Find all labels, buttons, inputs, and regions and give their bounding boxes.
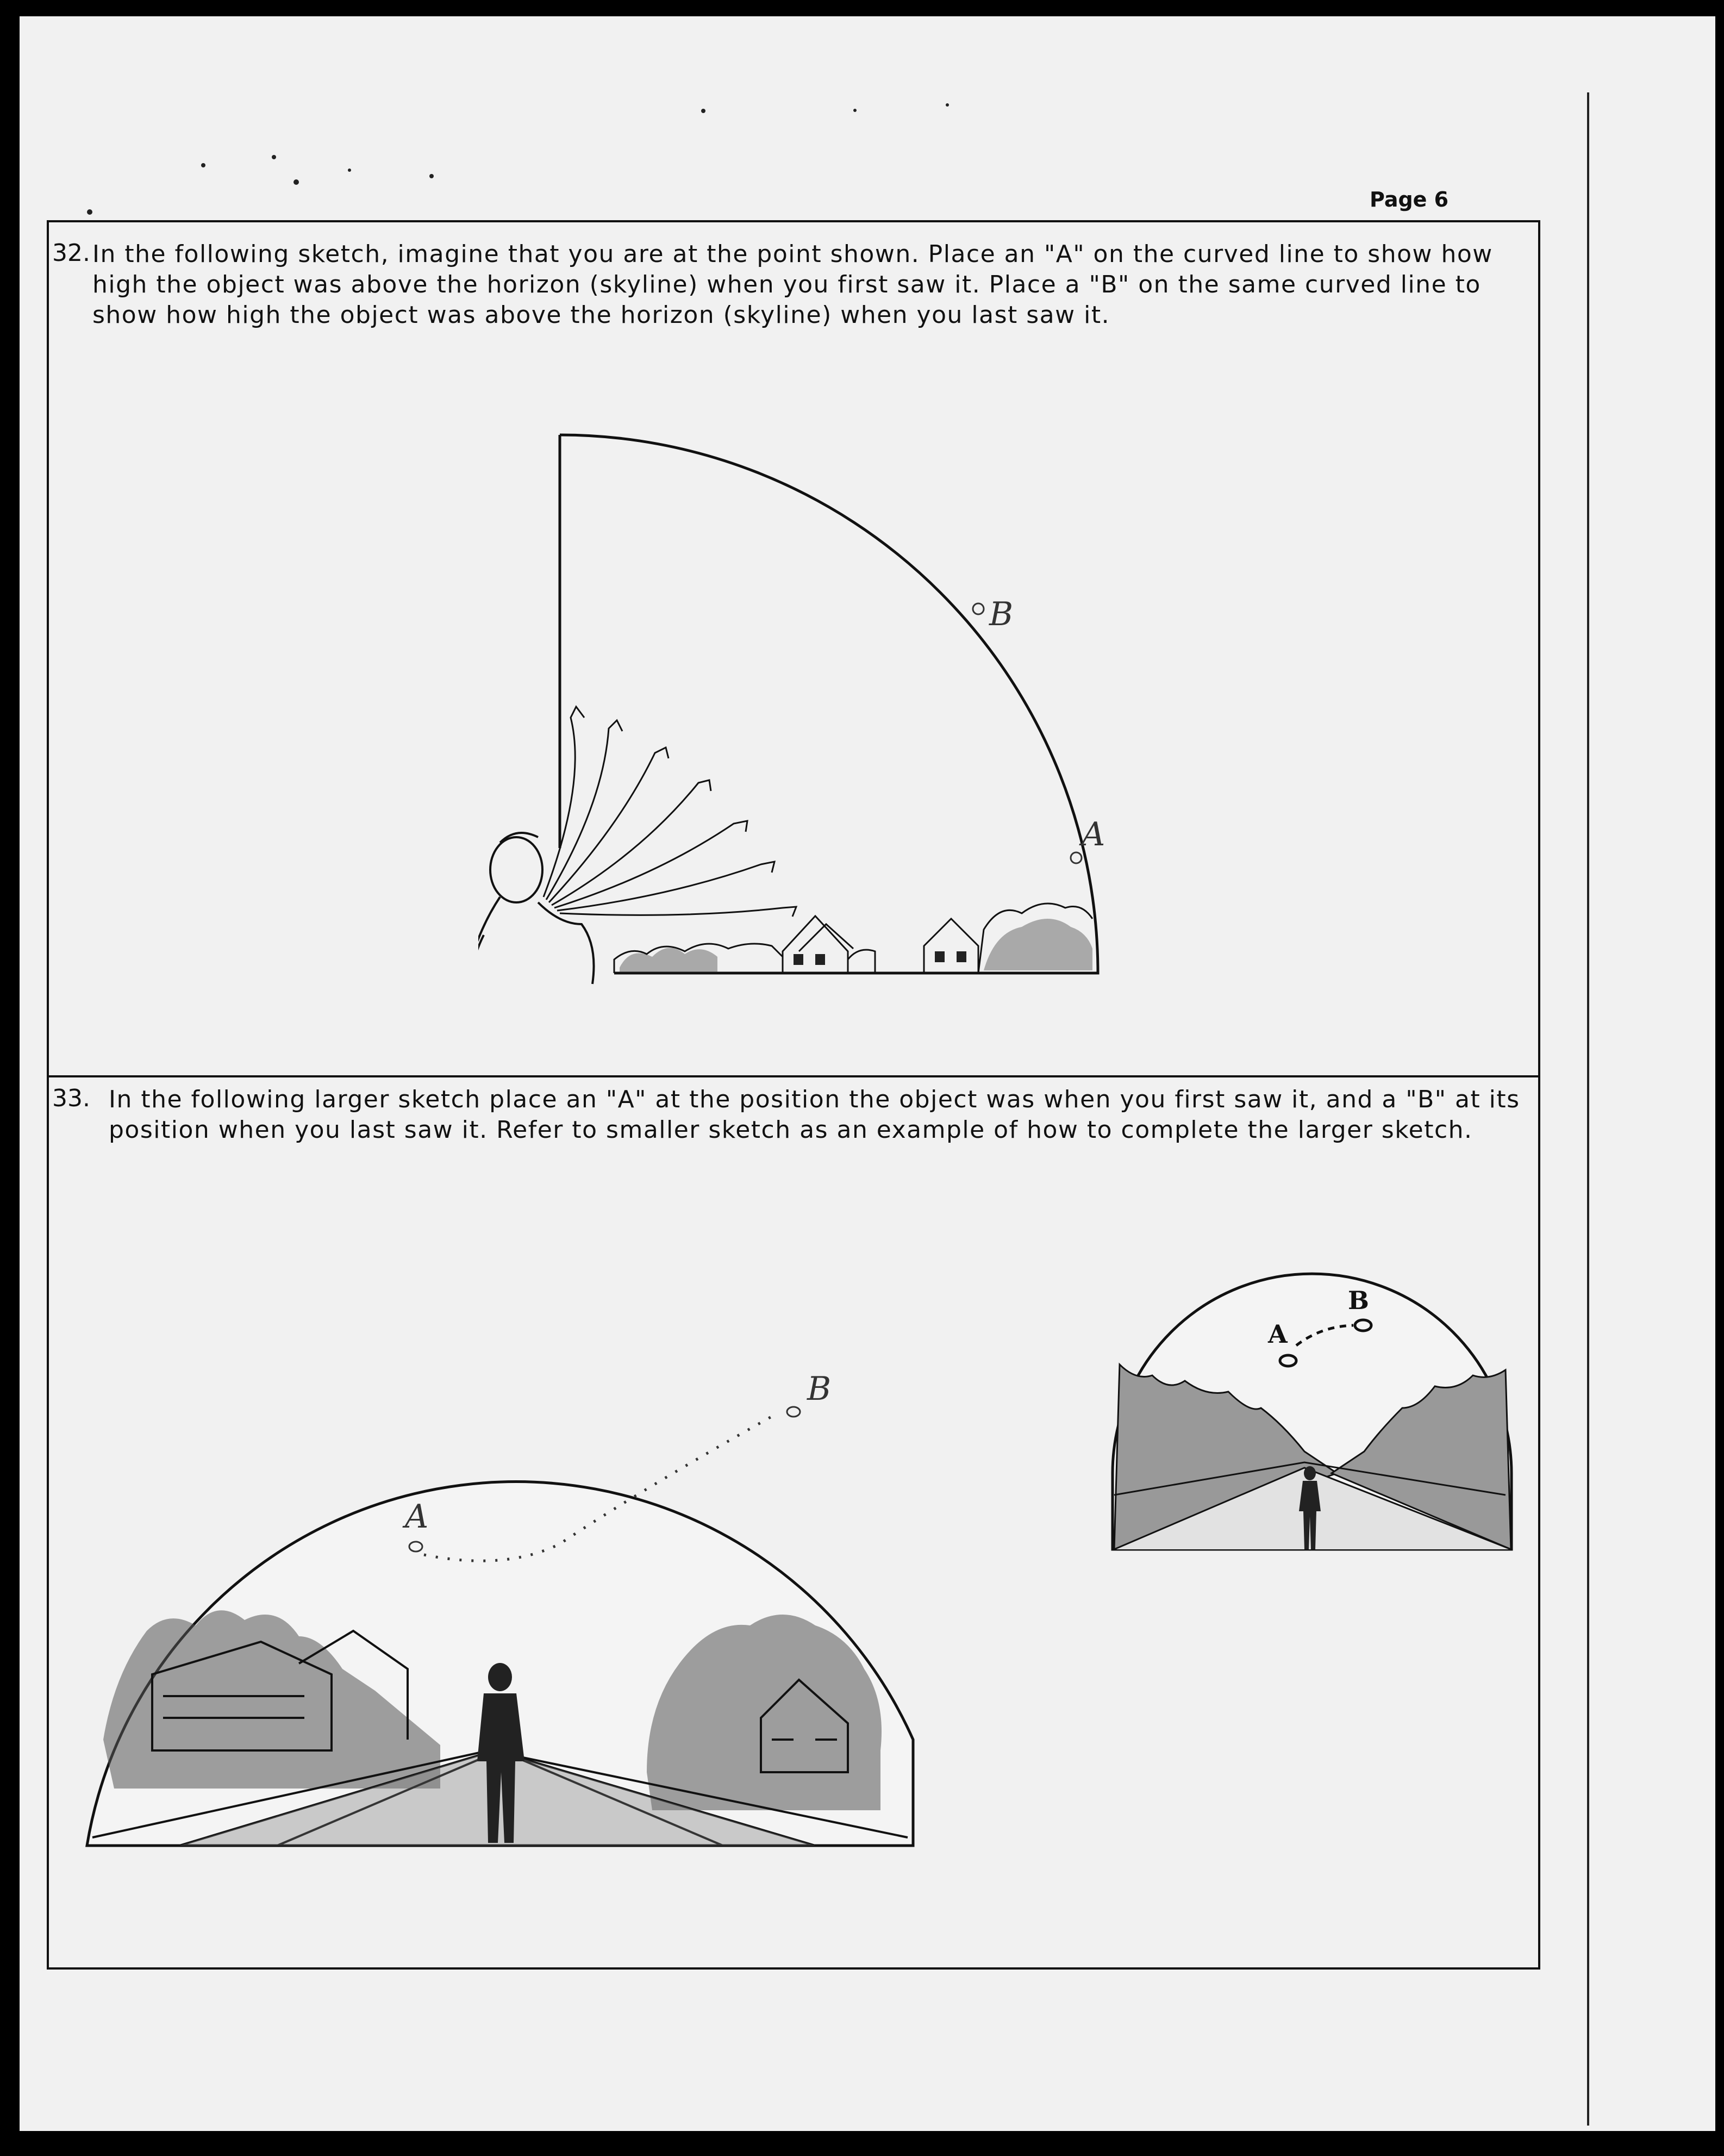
speck: [201, 163, 205, 167]
question-32-number: 32.: [52, 239, 90, 267]
sketch-33-large-mark-a: A: [405, 1498, 429, 1536]
sketch-33-example-label-a: A: [1268, 1319, 1288, 1349]
sketch-32-mark-a: A: [1082, 815, 1105, 853]
sketch-33-large-mark-b: B: [807, 1370, 832, 1408]
sketch-32-mark-b: B: [989, 595, 1014, 633]
speck: [701, 109, 705, 113]
speck: [429, 174, 434, 178]
speck: [853, 109, 857, 112]
question-divider: [47, 1075, 1538, 1077]
question-32-text: [92, 239, 1506, 331]
question-32-line-2: high the object was above the horizon (skyline) when you first saw it. Place a "B" on the same curved line to: [92, 271, 1481, 298]
speck: [348, 169, 351, 172]
question-33-line-1: In the following larger sketch place an "A" at the position the object was when you first saw it, and a "B" at its: [109, 1086, 1520, 1113]
sketch-33-large-dome: [71, 1250, 995, 1854]
sketch-33-example-label-b: B: [1348, 1286, 1369, 1315]
page-edge-line: [1587, 92, 1589, 2126]
sketch-32-quarter-circle: [478, 424, 1163, 1011]
speck: [87, 209, 92, 215]
question-33-line-2: position when you last saw it. Refer to smaller sketch as an example of how to complete the larger sketch.: [109, 1116, 1473, 1144]
speck: [946, 103, 949, 107]
question-32-line-1: In the following sketch, imagine that you are at the point shown. Place an "A" on the curved line to show how: [92, 240, 1493, 268]
question-33-number: 33.: [52, 1085, 90, 1112]
speck: [293, 179, 299, 185]
question-32-line-3: show how high the object was above the horizon (skyline) when you last saw it.: [92, 301, 1110, 329]
question-33-text: [109, 1085, 1533, 1145]
sketch-33-example-dome: [1103, 1256, 1516, 1560]
page-number: Page 6: [1370, 188, 1449, 211]
speck: [272, 155, 276, 159]
